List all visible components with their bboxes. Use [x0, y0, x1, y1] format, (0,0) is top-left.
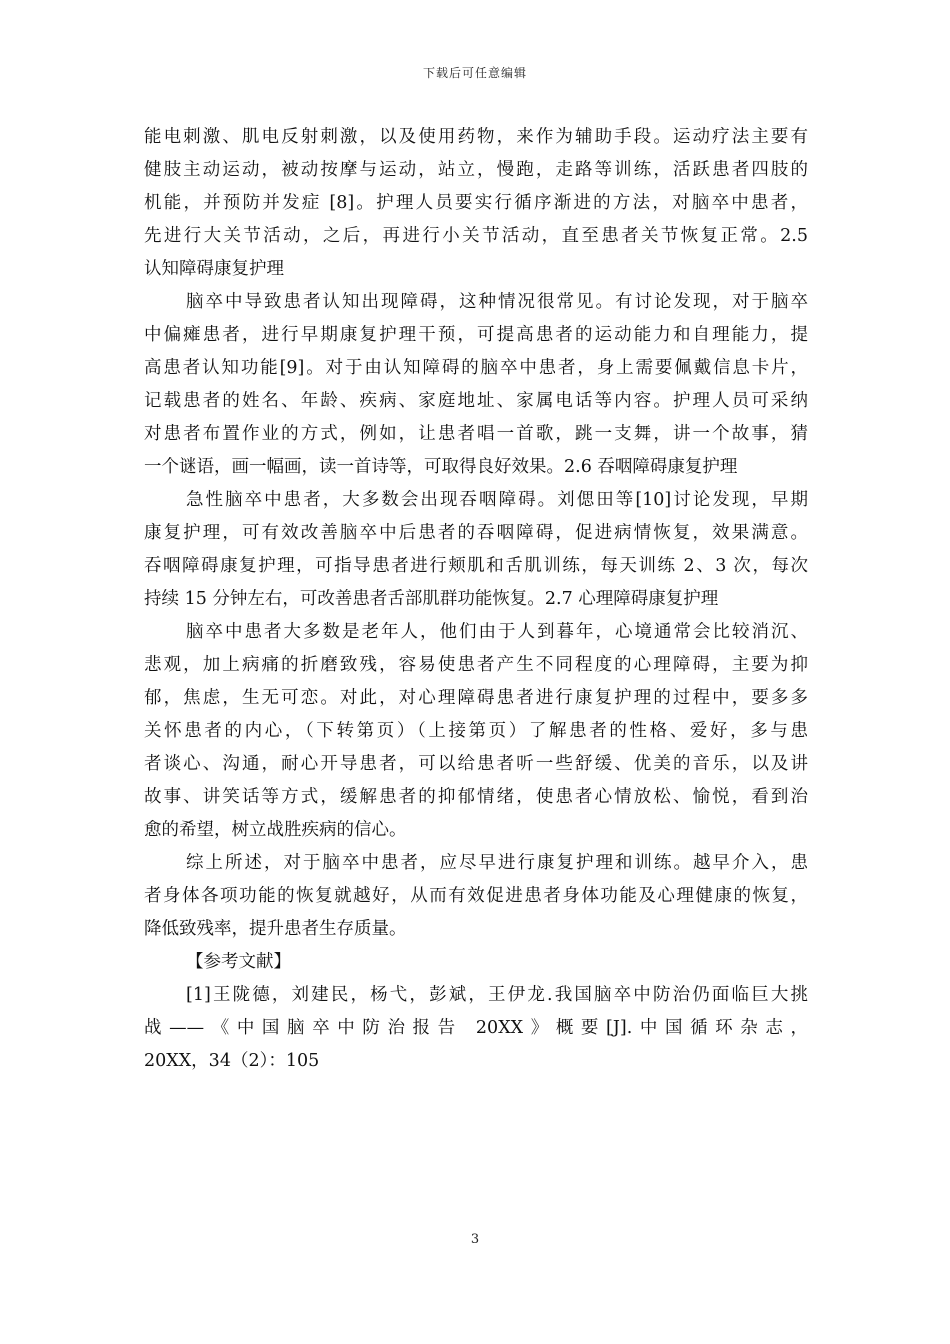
reference-line-2: 战——《中国脑卒中防治报告 20XX》概要[J].中国循环杂志， — [144, 1018, 808, 1038]
text-line-3: 机能，并预防并发症 [8]。护理人员要实行循序渐进的方法，对脑卒中患者， — [144, 193, 808, 213]
text-line-6: 脑卒中导致患者认知出现障碍，这种情况很常见。有讨论发现，对于脑卒 — [186, 292, 808, 312]
reference-line-1: [1]王陇德，刘建民，杨弋，彭斌，王伊龙.我国脑卒中防治仍面临巨大挑 — [186, 985, 808, 1005]
page-header: 下载后可任意编辑 — [422, 66, 527, 80]
text-line-20: 者谈心、沟通，耐心开导患者，可以给患者听一些舒缓、优美的音乐，以及讲 — [144, 754, 808, 774]
reference-line-3: 20XX，34（2）：105 — [144, 1051, 320, 1071]
text-line-18: 郁，焦虑，生无可恋。对此，对心理障碍患者进行康复护理的过程中，要多多 — [144, 688, 808, 708]
text-line-24: 者身体各项功能的恢复就越好，从而有效促进患者身体功能及心理健康的恢复， — [144, 886, 808, 906]
text-line-10: 对患者布置作业的方式，例如，让患者唱一首歌，跳一支舞，讲一个故事，猜 — [144, 424, 808, 444]
text-line-17: 悲观，加上病痛的折磨致残，容易使患者产生不同程度的心理障碍，主要为抑 — [144, 655, 808, 675]
references-heading: 【参考文献】 — [186, 952, 291, 972]
text-line-22: 愈的希望，树立战胜疾病的信心。 — [144, 820, 407, 840]
text-line-4: 先进行大关节活动，之后，再进行小关节活动，直至患者关节恢复正常。2.5 — [144, 226, 808, 246]
text-line-7: 中偏瘫患者，进行早期康复护理干预，可提高患者的运动能力和自理能力，提 — [144, 325, 808, 345]
text-line-9: 记载患者的姓名、年龄、疾病、家庭地址、家属电话等内容。护理人员可采纳 — [144, 391, 808, 411]
text-line-5: 认知障碍康复护理 — [144, 259, 284, 279]
text-line-2: 健肢主动运动，被动按摩与运动，站立，慢跑，走路等训练，活跃患者四肢的 — [144, 160, 808, 180]
text-line-19: 关怀患者的内心，（下转第页）（上接第页）了解患者的性格、爱好，多与患 — [144, 721, 808, 741]
page-number: 3 — [470, 1232, 480, 1247]
text-line-15: 持续 15 分钟左右，可改善患者舌部肌群功能恢复。2.7 心理障碍康复护理 — [144, 589, 719, 609]
text-line-8: 高患者认知功能[9]。对于由认知障碍的脑卒中患者，身上需要佩戴信息卡片， — [144, 358, 808, 378]
text-line-1: 能电刺激、肌电反射刺激，以及使用药物，来作为辅助手段。运动疗法主要有 — [144, 127, 808, 147]
text-line-11: 一个谜语，画一幅画，读一首诗等，可取得良好效果。2.6 吞咽障碍康复护理 — [144, 457, 738, 477]
text-line-16: 脑卒中患者大多数是老年人，他们由于人到暮年，心境通常会比较消沉、 — [186, 622, 808, 642]
text-line-25: 降低致残率，提升患者生存质量。 — [144, 919, 407, 939]
text-line-23: 综上所述，对于脑卒中患者，应尽早进行康复护理和训练。越早介入，患 — [186, 853, 808, 873]
text-line-14: 吞咽障碍康复护理，可指导患者进行颊肌和舌肌训练，每天训练 2、3 次，每次 — [144, 556, 808, 576]
text-line-13: 康复护理，可有效改善脑卒中后患者的吞咽障碍，促进病情恢复，效果满意。 — [144, 523, 808, 543]
document-body — [144, 121, 808, 1078]
text-line-12: 急性脑卒中患者，大多数会出现吞咽障碍。刘偲田等[10]讨论发现，早期 — [186, 490, 808, 510]
text-line-21: 故事、讲笑话等方式，缓解患者的抑郁情绪，使患者心情放松、愉悦，看到治 — [144, 787, 808, 807]
